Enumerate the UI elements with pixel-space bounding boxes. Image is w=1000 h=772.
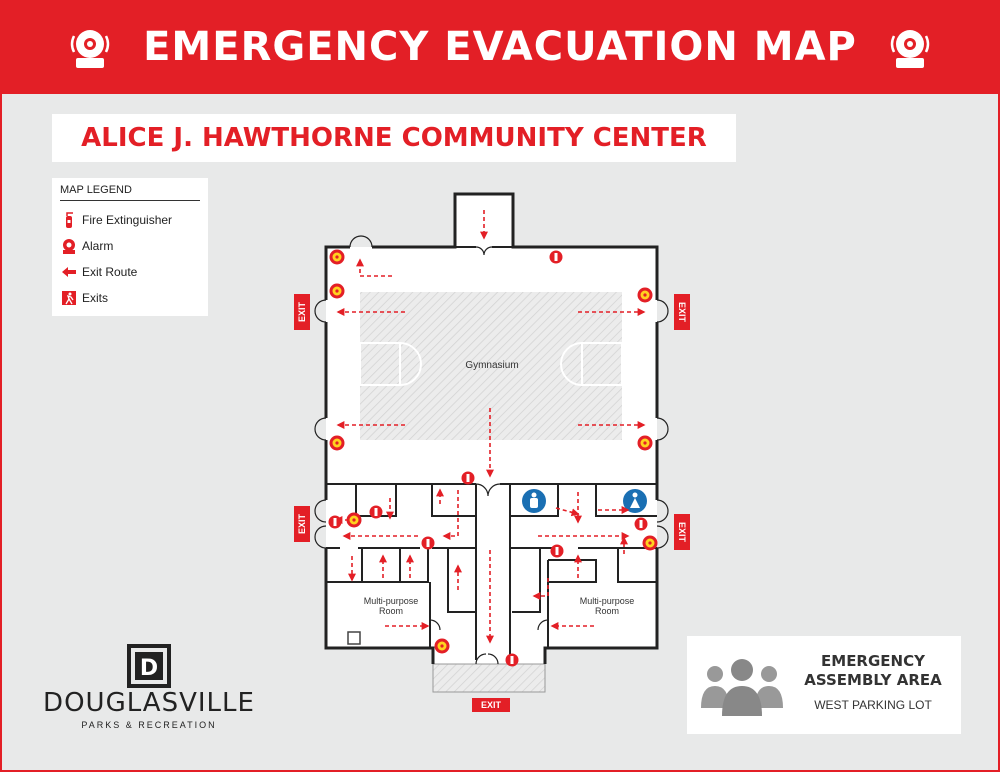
alarm-icon (330, 250, 345, 265)
exit-sign-east-upper (674, 294, 690, 330)
legend-label: Fire Extinguisher (82, 212, 173, 227)
logo-letter: D (139, 656, 159, 681)
assembly-location: WEST PARKING LOT (814, 698, 932, 712)
room-label-multipurpose-right: Multi-purpose Room (579, 596, 635, 616)
fire-extinguisher-icon (462, 472, 475, 485)
fire-extinguisher-icon (550, 251, 563, 264)
alarm-icon (643, 536, 658, 551)
exit-label: EXIT (297, 514, 307, 535)
page-title: EMERGENCY EVACUATION MAP (143, 24, 857, 70)
logo-tagline: PARKS & RECREATION (81, 720, 217, 730)
legend-label: Exits (82, 290, 109, 305)
exit-label: EXIT (297, 302, 307, 323)
alarm-icon (435, 639, 450, 654)
exit-label: EXIT (677, 521, 687, 542)
logo-name: DOUGLASVILLE (43, 688, 255, 718)
logo-mark-icon (127, 644, 171, 688)
mens-restroom-icon (522, 489, 546, 513)
exit-sign-east-lower (674, 514, 690, 550)
room-label-multipurpose-left: Multi-purpose Room (363, 596, 419, 616)
exit-sign-west-lower (294, 506, 310, 542)
alarm-icon (330, 436, 345, 451)
legend-title: MAP LEGEND (60, 184, 132, 196)
exit-sign-west-upper (294, 294, 310, 330)
legend-label: Exit Route (82, 264, 138, 279)
alarm-icon (638, 288, 653, 303)
alarm-icon (330, 284, 345, 299)
entry-vestibule (433, 664, 545, 692)
exit-label: EXIT (677, 301, 687, 322)
room-label-gymnasium: Gymnasium (465, 360, 519, 371)
exit-label: EXIT (480, 700, 501, 710)
exit-sign-south (472, 698, 510, 712)
alarm-icon (347, 513, 362, 528)
facility-name: ALICE J. HAWTHORNE COMMUNITY CENTER (81, 123, 707, 153)
group-people-icon (701, 656, 783, 718)
fire-extinguisher-icon (551, 545, 564, 558)
alarm-icon (638, 436, 653, 451)
legend-label: Alarm (82, 238, 114, 253)
douglasville-logo (40, 644, 258, 744)
fire-extinguisher-icon (422, 537, 435, 550)
fire-extinguisher-icon (506, 654, 519, 667)
fire-extinguisher-icon (635, 518, 648, 531)
assembly-area-panel (687, 636, 961, 734)
fire-extinguisher-icon (329, 516, 342, 529)
fire-extinguisher-icon (370, 506, 383, 519)
assembly-title: EMERGENCY ASSEMBLY AREA (804, 652, 942, 689)
